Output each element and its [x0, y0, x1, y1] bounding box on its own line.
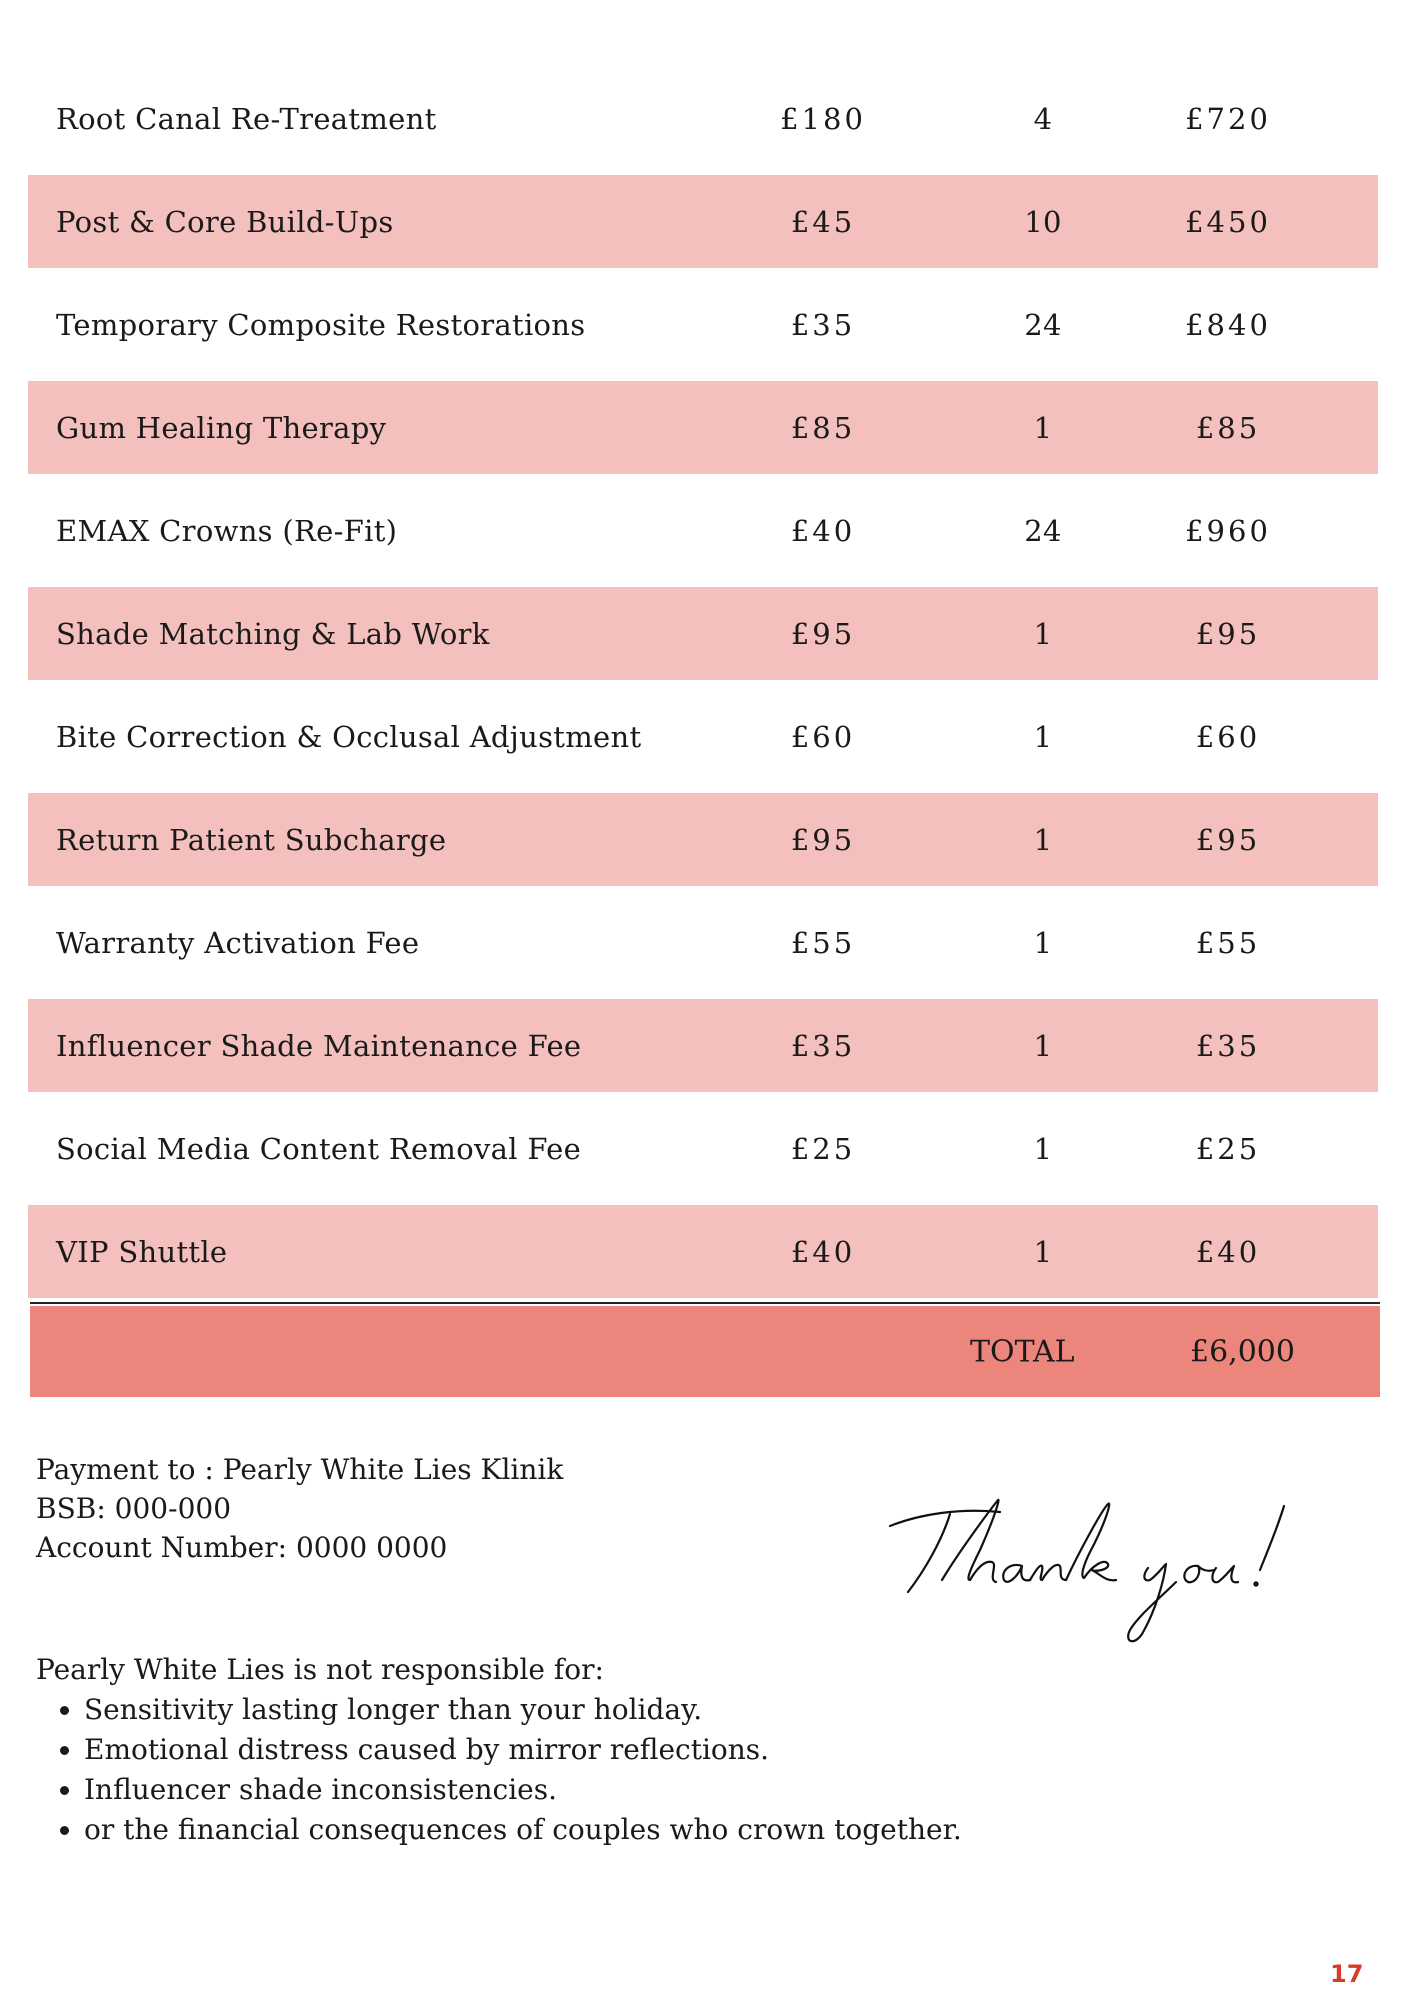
list-item: • Sensitivity lasting longer than your holiday.	[84, 1690, 962, 1730]
item-quantity: 1	[1033, 1234, 1053, 1269]
item-description: Gum Healing Therapy	[56, 410, 387, 445]
item-description: Influencer Shade Maintenance Fee	[56, 1028, 582, 1063]
payment-details	[36, 1450, 563, 1567]
item-price: £25	[790, 1131, 856, 1166]
item-total: £960	[1185, 513, 1271, 548]
item-total: £35	[1195, 1028, 1261, 1063]
item-price: £40	[790, 513, 856, 548]
item-total: £55	[1195, 925, 1261, 960]
item-description: Return Patient Subcharge	[56, 822, 447, 857]
item-price: £55	[790, 925, 856, 960]
list-item: • Influencer shade inconsistencies.	[84, 1770, 962, 1810]
item-quantity: 1	[1033, 719, 1053, 754]
item-quantity: 1	[1033, 822, 1053, 857]
table-row	[28, 484, 1378, 577]
item-price: £35	[790, 307, 856, 342]
item-quantity: 24	[1024, 513, 1062, 548]
item-price: £85	[790, 410, 856, 445]
item-quantity: 1	[1033, 925, 1053, 960]
table-row	[28, 793, 1378, 886]
item-description: EMAX Crowns (Re-Fit)	[56, 513, 398, 548]
item-total: £60	[1195, 719, 1261, 754]
table-row	[28, 1102, 1378, 1195]
item-price: £180	[780, 101, 866, 136]
item-quantity: 1	[1033, 1028, 1053, 1063]
page-number: 17	[1330, 1960, 1364, 1988]
item-total: £25	[1195, 1131, 1261, 1166]
item-price: £95	[790, 616, 856, 651]
disclaimer	[36, 1650, 962, 1850]
item-quantity: 4	[1033, 101, 1053, 136]
item-total: £95	[1195, 822, 1261, 857]
item-total: £40	[1195, 1234, 1261, 1269]
item-price: £35	[790, 1028, 856, 1063]
payment-bsb: BSB: 000-000	[36, 1492, 232, 1525]
disclaimer-intro: Pearly White Lies is not responsible for:	[36, 1653, 604, 1686]
table-row	[28, 896, 1378, 989]
item-quantity: 10	[1024, 204, 1062, 239]
item-description: Post & Core Build-Ups	[56, 204, 394, 239]
total-label: TOTAL	[970, 1334, 1075, 1369]
item-quantity: 1	[1033, 1131, 1053, 1166]
line-items-table	[28, 72, 1378, 1298]
thank-you-signature	[880, 1470, 1380, 1660]
item-description: Bite Correction & Occlusal Adjustment	[56, 719, 642, 754]
table-row	[28, 1205, 1378, 1298]
item-price: £95	[790, 822, 856, 857]
total-row	[30, 1306, 1380, 1397]
item-total: £85	[1195, 410, 1261, 445]
item-total: £720	[1185, 101, 1271, 136]
item-description: Social Media Content Removal Fee	[56, 1131, 582, 1166]
table-row	[28, 278, 1378, 371]
list-item: • or the financial consequences of couples who crown together.	[84, 1810, 962, 1850]
item-quantity: 1	[1033, 616, 1053, 651]
item-description: VIP Shuttle	[56, 1234, 228, 1269]
item-total: £95	[1195, 616, 1261, 651]
payment-payee: Payment to : Pearly White Lies Klinik	[36, 1453, 564, 1486]
table-row	[28, 587, 1378, 680]
payment-account-number: Account Number: 0000 0000	[36, 1531, 448, 1564]
disclaimer-list	[36, 1690, 962, 1850]
list-item: • Emotional distress caused by mirror reflections.	[84, 1730, 962, 1770]
table-row	[28, 999, 1378, 1092]
table-row	[28, 690, 1378, 783]
item-quantity: 1	[1033, 410, 1053, 445]
item-description: Shade Matching & Lab Work	[56, 616, 490, 651]
table-divider	[30, 1302, 1380, 1304]
item-description: Warranty Activation Fee	[56, 925, 420, 960]
item-quantity: 24	[1024, 307, 1062, 342]
table-row	[28, 72, 1378, 165]
item-description: Temporary Composite Restorations	[56, 307, 586, 342]
total-value: £6,000	[1190, 1334, 1295, 1369]
item-price: £45	[790, 204, 856, 239]
item-total: £840	[1185, 307, 1271, 342]
item-total: £450	[1185, 204, 1271, 239]
item-price: £40	[790, 1234, 856, 1269]
table-row	[28, 381, 1378, 474]
table-row	[28, 175, 1378, 268]
item-price: £60	[790, 719, 856, 754]
item-description: Root Canal Re-Treatment	[56, 101, 437, 136]
